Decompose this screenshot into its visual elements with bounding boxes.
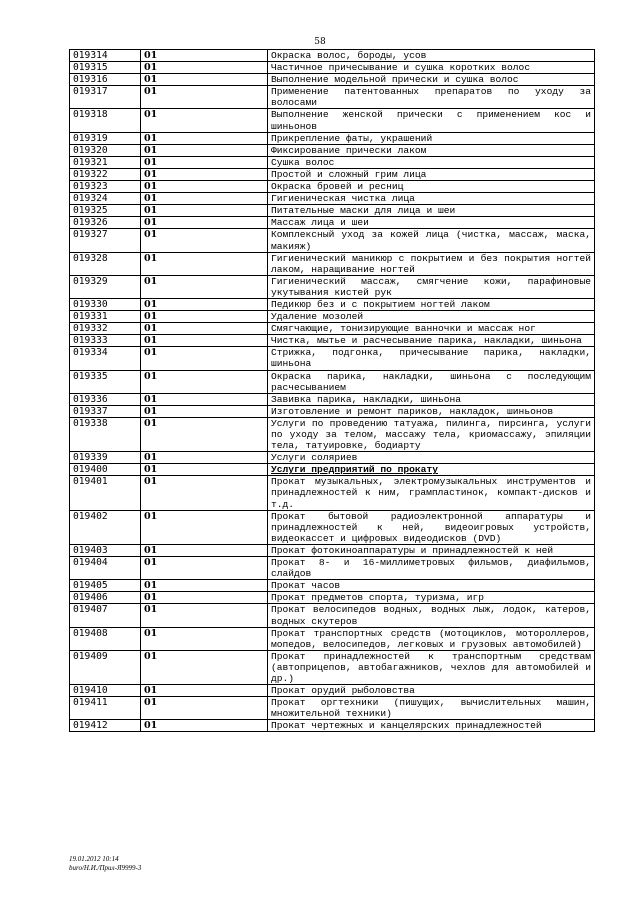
- service-code: 019317: [70, 86, 141, 109]
- table-row: [70, 370, 595, 393]
- service-code: 019403: [70, 544, 141, 556]
- table-row: [70, 50, 595, 62]
- footer-timestamp: 19.01.2012 10:14: [69, 855, 119, 863]
- category-code: 01: [141, 144, 268, 156]
- category-code: 01: [141, 557, 268, 580]
- service-description: Прокат оргтехники (пишущих, вычислительных машин, множительной техники): [268, 697, 595, 720]
- category-code: 01: [141, 370, 268, 393]
- service-code: 019337: [70, 405, 141, 417]
- service-code: 019328: [70, 252, 141, 275]
- table-row: [70, 544, 595, 556]
- category-code: 01: [141, 544, 268, 556]
- category-code: 01: [141, 62, 268, 74]
- service-code: 019406: [70, 592, 141, 604]
- table-row: [70, 217, 595, 229]
- service-description: Прокат фотокиноаппаратуры и принадлежностей к ней: [268, 544, 595, 556]
- category-code: 01: [141, 74, 268, 86]
- service-description: Прокат бытовой радиоэлектронной аппаратуры и принадлежностей к ней, видеоигровых устройств, видеокассет и цифровых видеодисков (DVD): [268, 510, 595, 544]
- service-code: 019330: [70, 298, 141, 310]
- service-description: Применение патентованных препаратов по уходу за волосами: [268, 86, 595, 109]
- service-description: Окраска бровей и ресниц: [268, 181, 595, 193]
- table-row: [70, 252, 595, 275]
- service-description: Стрижка, подгонка, причесывание парика, накладки, шиньона: [268, 347, 595, 370]
- table-row: [70, 347, 595, 370]
- category-code: 01: [141, 627, 268, 650]
- service-description: Прокат часов: [268, 580, 595, 592]
- table-row: [70, 74, 595, 86]
- service-code: 019404: [70, 557, 141, 580]
- service-code: 019331: [70, 311, 141, 323]
- service-code: 019327: [70, 229, 141, 252]
- category-code: 01: [141, 181, 268, 193]
- table-row: [70, 62, 595, 74]
- category-code: 01: [141, 311, 268, 323]
- service-code: 019325: [70, 205, 141, 217]
- category-code: 01: [141, 217, 268, 229]
- category-code: 01: [141, 50, 268, 62]
- service-code: 019336: [70, 393, 141, 405]
- category-code: 01: [141, 720, 268, 732]
- service-description: Массаж лица и шеи: [268, 217, 595, 229]
- table-row: [70, 464, 595, 476]
- category-code: 01: [141, 476, 268, 510]
- service-description: Прикрепление фаты, украшений: [268, 132, 595, 144]
- service-code-table: [69, 49, 595, 732]
- service-description: Простой и сложный грим лица: [268, 168, 595, 180]
- category-code: 01: [141, 298, 268, 310]
- service-description: Услуги соляриев: [268, 452, 595, 464]
- service-description: Прокат музыкальных, электромузыкальных инструментов и принадлежностей к ним, грампластинок, компакт-дисков и т.д.: [268, 476, 595, 510]
- service-code: 019333: [70, 335, 141, 347]
- service-description: Педикюр без и с покрытием ногтей лаком: [268, 298, 595, 310]
- service-code: 019315: [70, 62, 141, 74]
- table-row: [70, 86, 595, 109]
- service-description: Окраска волос, бороды, усов: [268, 50, 595, 62]
- service-description: Услуги по проведению татуажа, пилинга, пирсинга, услуги по уходу за телом, массажу тела, криомассажу, эпиляции тела, татуировке, бодиарту: [268, 417, 595, 451]
- service-description: Комплексный уход за кожей лица (чистка, массаж, маска, макияж): [268, 229, 595, 252]
- table-row: [70, 229, 595, 252]
- footer-file-reference: buro/Н.И./Прил-Я9999-3: [69, 864, 142, 872]
- service-code: 019323: [70, 181, 141, 193]
- table-row: [70, 168, 595, 180]
- table-row: [70, 298, 595, 310]
- service-code: 019316: [70, 74, 141, 86]
- table-row: [70, 181, 595, 193]
- table-body: [70, 50, 595, 732]
- category-code: 01: [141, 229, 268, 252]
- table-row: [70, 205, 595, 217]
- table-row: [70, 335, 595, 347]
- service-description: Прокат чертежных и канцелярских принадлежностей: [268, 720, 595, 732]
- table-row: [70, 627, 595, 650]
- service-description: Завивка парика, накладки, шиньона: [268, 393, 595, 405]
- service-description: Прокат 8- и 16-миллиметровых фильмов, диафильмов, слайдов: [268, 557, 595, 580]
- service-code: 019334: [70, 347, 141, 370]
- table-row: [70, 109, 595, 132]
- category-code: 01: [141, 335, 268, 347]
- category-code: 01: [141, 86, 268, 109]
- category-code: 01: [141, 650, 268, 684]
- service-code: 019318: [70, 109, 141, 132]
- service-code: 019320: [70, 144, 141, 156]
- table-row: [70, 452, 595, 464]
- table-row: [70, 144, 595, 156]
- category-code: 01: [141, 323, 268, 335]
- category-code: 01: [141, 464, 268, 476]
- service-description: Фиксирование прически лаком: [268, 144, 595, 156]
- service-code: 019401: [70, 476, 141, 510]
- table-row: [70, 417, 595, 451]
- service-code: 019322: [70, 168, 141, 180]
- service-description: Прокат велосипедов водных, водных лыж, лодок, катеров, водных скутеров: [268, 604, 595, 627]
- category-code: 01: [141, 592, 268, 604]
- document-footer: [69, 855, 141, 873]
- service-code: 019400: [70, 464, 141, 476]
- service-description: Смягчающие, тонизирующие ванночки и массаж ног: [268, 323, 595, 335]
- table-row: [70, 156, 595, 168]
- service-code: 019335: [70, 370, 141, 393]
- service-code: 019319: [70, 132, 141, 144]
- category-code: 01: [141, 452, 268, 464]
- service-code: 019408: [70, 627, 141, 650]
- table-row: [70, 580, 595, 592]
- service-description: Прокат транспортных средств (мотоциклов, мотороллеров, мопедов, велосипедов, легковых и грузовых автомобилей): [268, 627, 595, 650]
- service-code: 019409: [70, 650, 141, 684]
- table-row: [70, 132, 595, 144]
- page-number: 58: [314, 37, 326, 47]
- service-code: 019411: [70, 697, 141, 720]
- service-description: Прокат принадлежностей к транспортным средствам (автоприцепов, автобагажников, чехлов для автомобилей и др.): [268, 650, 595, 684]
- category-code: 01: [141, 168, 268, 180]
- service-description: Гигиенический массаж, смягчение кожи, парафиновые укутывания кистей рук: [268, 275, 595, 298]
- service-description: Питательные маски для лица и шеи: [268, 205, 595, 217]
- table-row: [70, 604, 595, 627]
- service-description: Чистка, мытье и расчесывание парика, накладки, шиньона: [268, 335, 595, 347]
- category-code: 01: [141, 393, 268, 405]
- category-code: 01: [141, 109, 268, 132]
- category-code: 01: [141, 510, 268, 544]
- category-code: 01: [141, 193, 268, 205]
- service-description: Окраска парика, накладки, шиньона с последующим расчесыванием: [268, 370, 595, 393]
- category-code: 01: [141, 156, 268, 168]
- table-row: [70, 592, 595, 604]
- service-code: 019321: [70, 156, 141, 168]
- service-description: Гигиеническая чистка лица: [268, 193, 595, 205]
- service-code: 019332: [70, 323, 141, 335]
- category-code: 01: [141, 205, 268, 217]
- service-description: Удаление мозолей: [268, 311, 595, 323]
- category-code: 01: [141, 132, 268, 144]
- category-code: 01: [141, 685, 268, 697]
- table-row: [70, 393, 595, 405]
- service-code: 019402: [70, 510, 141, 544]
- service-description: Услуги предприятий по прокату: [268, 464, 595, 476]
- table-row: [70, 720, 595, 732]
- service-description: Изготовление и ремонт париков, накладок, шиньонов: [268, 405, 595, 417]
- service-description: Гигиенический маникюр с покрытием и без покрытия ногтей лаком, наращивание ногтей: [268, 252, 595, 275]
- service-code: 019339: [70, 452, 141, 464]
- service-code: 019410: [70, 685, 141, 697]
- service-code: 019412: [70, 720, 141, 732]
- table-row: [70, 510, 595, 544]
- category-code: 01: [141, 604, 268, 627]
- table-row: [70, 323, 595, 335]
- service-code: 019314: [70, 50, 141, 62]
- service-description: Выполнение женской прически с применением кос и шиньонов: [268, 109, 595, 132]
- table-row: [70, 476, 595, 510]
- table-row: [70, 405, 595, 417]
- service-description: Частичное причесывание и сушка коротких волос: [268, 62, 595, 74]
- service-code: 019407: [70, 604, 141, 627]
- service-code: 019326: [70, 217, 141, 229]
- service-code: 019324: [70, 193, 141, 205]
- service-code: 019405: [70, 580, 141, 592]
- service-description: Сушка волос: [268, 156, 595, 168]
- table-row: [70, 685, 595, 697]
- service-description: Прокат предметов спорта, туризма, игр: [268, 592, 595, 604]
- table-row: [70, 311, 595, 323]
- table-row: [70, 193, 595, 205]
- table-row: [70, 650, 595, 684]
- service-code: 019329: [70, 275, 141, 298]
- service-description: Выполнение модельной прически и сушка волос: [268, 74, 595, 86]
- category-code: 01: [141, 697, 268, 720]
- category-code: 01: [141, 405, 268, 417]
- table-row: [70, 275, 595, 298]
- category-code: 01: [141, 580, 268, 592]
- service-description: Прокат орудий рыболовства: [268, 685, 595, 697]
- category-code: 01: [141, 347, 268, 370]
- table-row: [70, 697, 595, 720]
- category-code: 01: [141, 275, 268, 298]
- table-row: [70, 557, 595, 580]
- service-code: 019338: [70, 417, 141, 451]
- category-code: 01: [141, 417, 268, 451]
- category-code: 01: [141, 252, 268, 275]
